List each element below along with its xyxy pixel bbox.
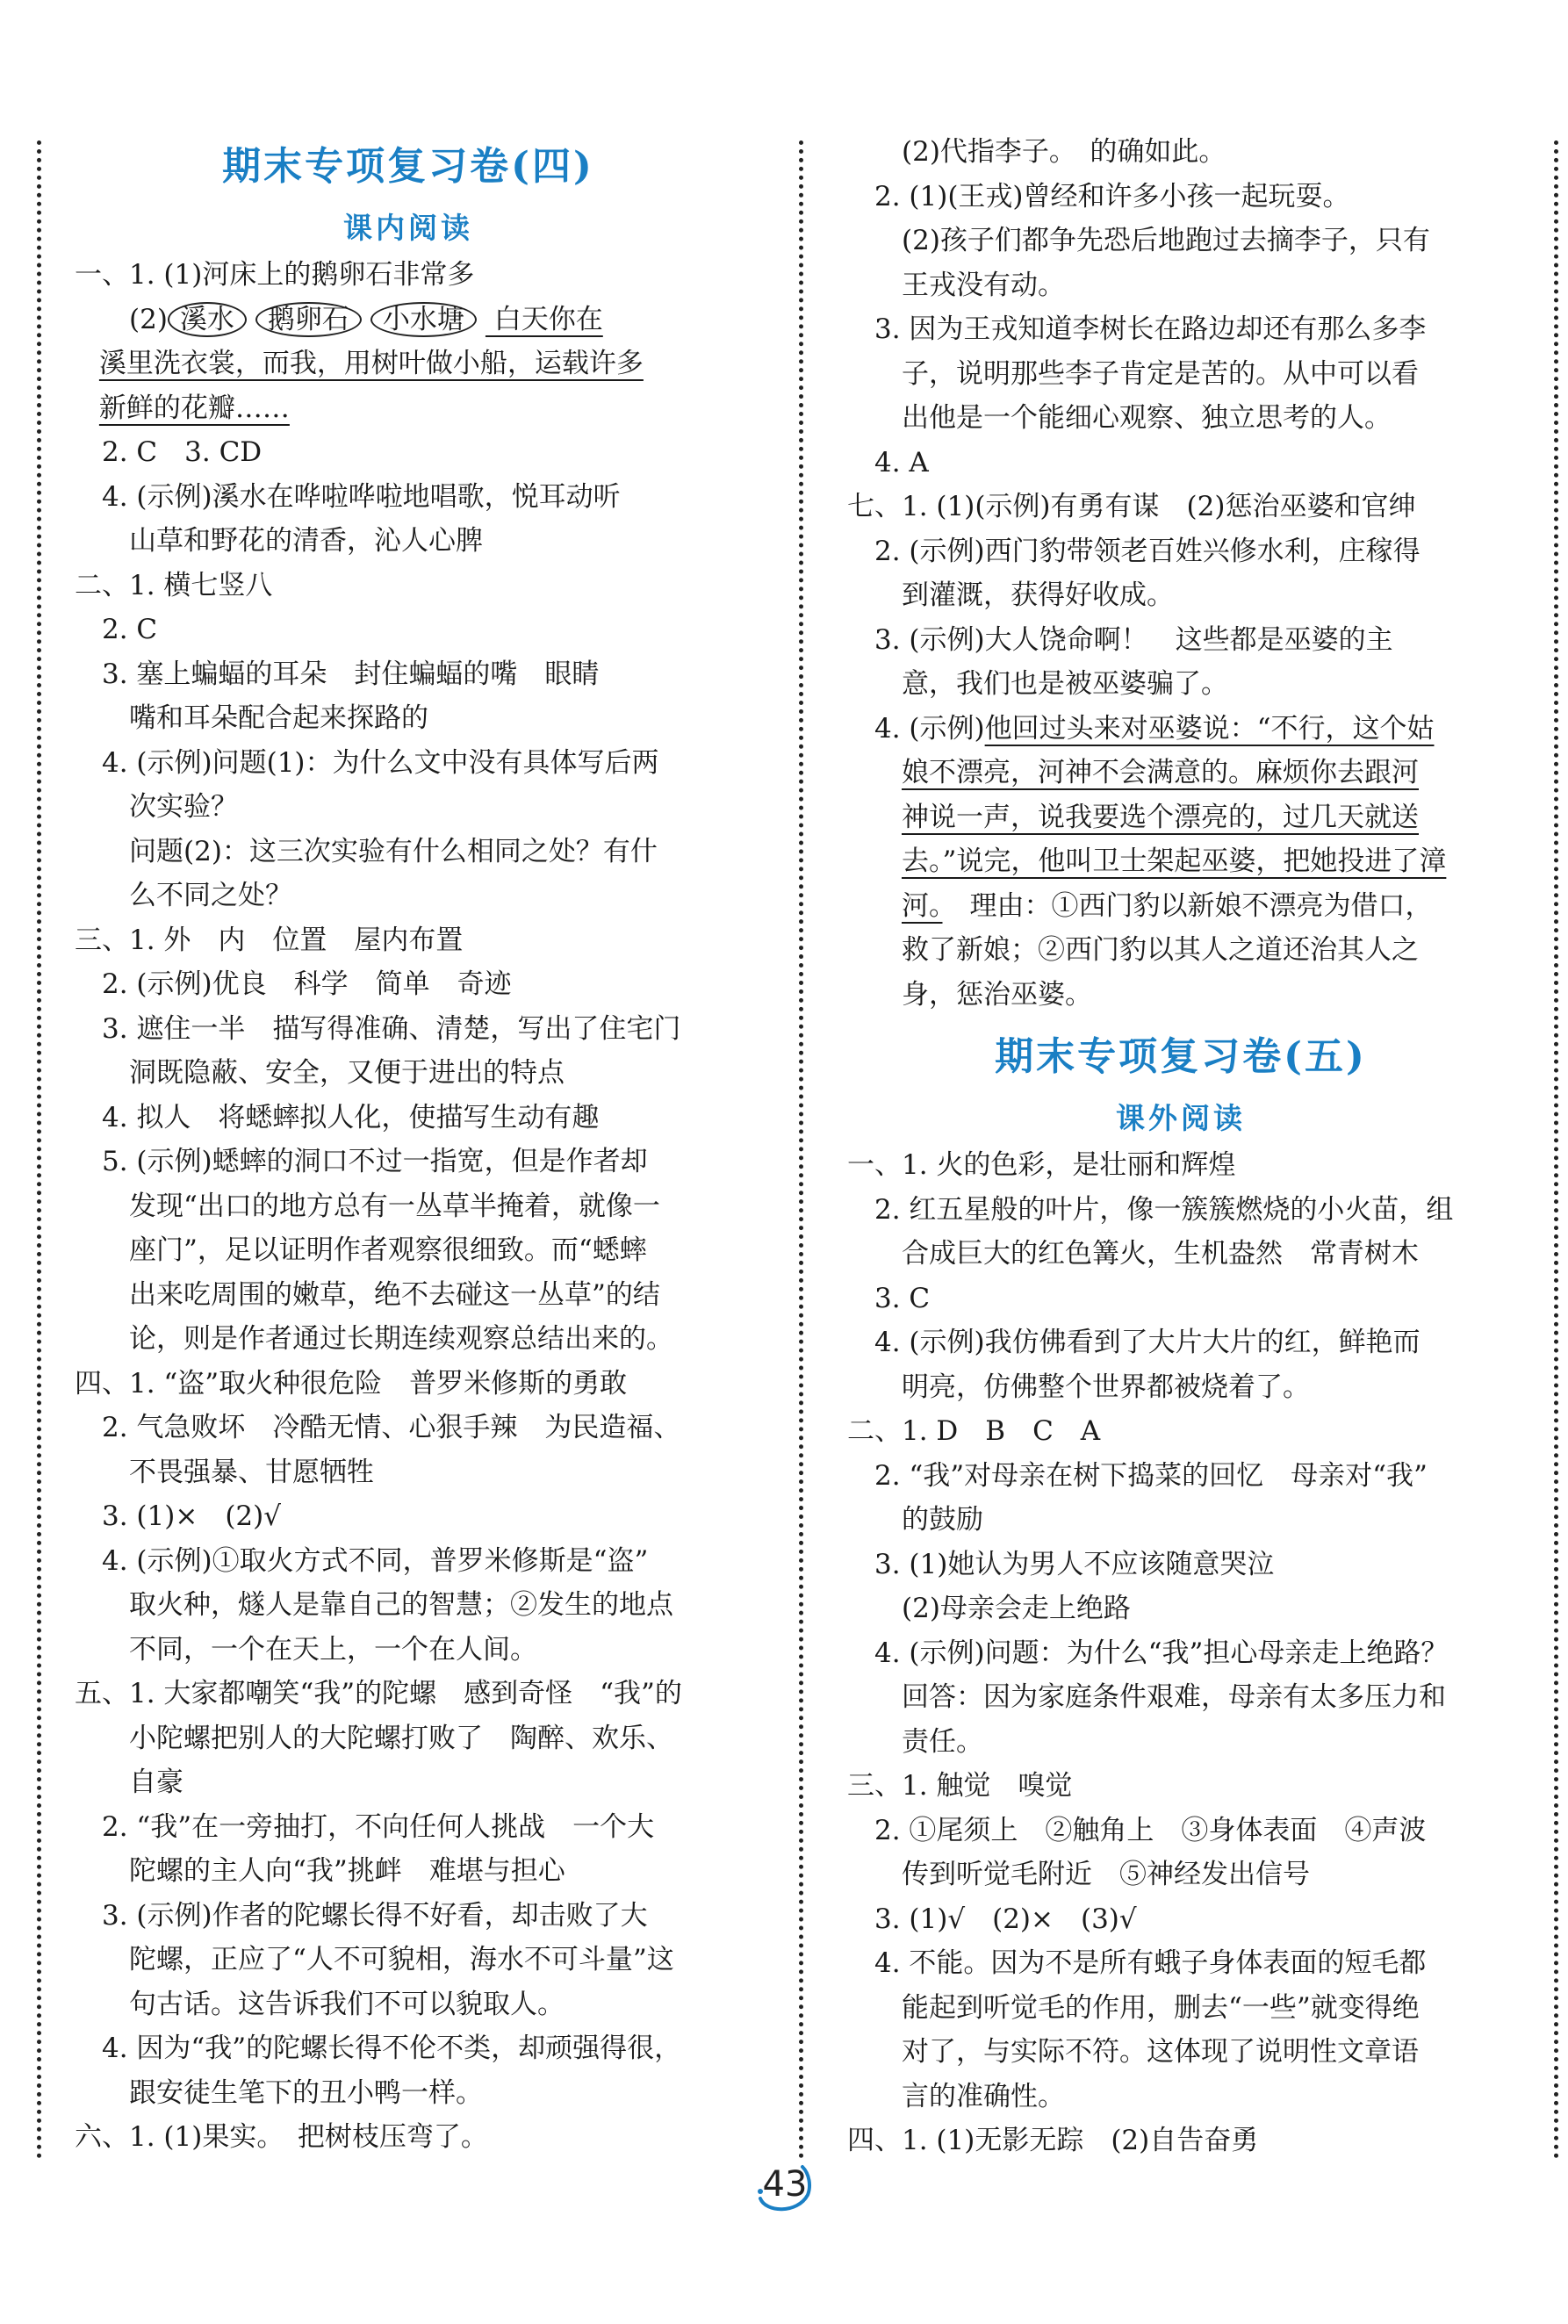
answer-line: [75, 1982, 742, 2027]
answer-text: 4. A: [874, 446, 929, 478]
answer-text: 传到听觉毛附近 ⑤神经发出信号: [902, 1859, 1310, 1890]
answer-text: 自豪: [129, 1766, 183, 1798]
answer-text: (2): [129, 303, 168, 335]
answer-text: 不同，一个在天上，一个在人间。: [129, 1633, 537, 1666]
answer-line: [75, 652, 742, 697]
answer-text: 3. 因为王戎知道李树长在路边却还有那么多李: [874, 313, 1427, 345]
answer-line: [75, 1894, 742, 1939]
answer-text: 4. (示例)溪水在哗啦哗啦地唱歌，悦耳动听: [102, 480, 621, 513]
underlined-text: 河。: [902, 889, 943, 922]
answer-list-left: [75, 253, 742, 2160]
answer-line: [75, 1494, 742, 1539]
answer-text: 能起到听觉毛的作用，删去“一些”就变得绝: [902, 1991, 1420, 2024]
answer-line: [75, 741, 742, 786]
answer-line: [847, 618, 1514, 663]
answer-text: 小陀螺把别人的大陀螺打败了 陶醉、欢乐、: [129, 1722, 673, 1754]
right-column: [847, 130, 1514, 2163]
answer-text: 山草和野花的清香，沁人心脾: [129, 525, 483, 557]
answer-line: [847, 973, 1514, 1018]
page-number: 43: [762, 2164, 808, 2205]
answer-text: 四、1. (1)无影无踪 (2)自告奋勇: [847, 2125, 1259, 2156]
answer-text: 五、1. 大家都嘲笑“我”的陀螺 感到奇怪 “我”的: [75, 1678, 682, 1709]
answer-line: [847, 928, 1514, 973]
answer-line: [847, 441, 1514, 486]
answer-line: [75, 253, 742, 298]
answer-line: [75, 1096, 742, 1140]
answer-line: [75, 2026, 742, 2071]
answer-text: 二、1. D B C A: [847, 1415, 1101, 1447]
answer-line: [847, 130, 1514, 175]
answer-line: [847, 1809, 1514, 1853]
answer-line: [847, 1365, 1514, 1410]
answer-text: 理由：①西门豹以新娘不漂亮为借口，: [942, 889, 1433, 922]
answer-text: 4. (示例)我仿佛看到了大片大片的红，鲜艳而: [874, 1327, 1421, 1358]
answer-line: [75, 696, 742, 741]
answer-line: [847, 1941, 1514, 1986]
answer-text: 4. (示例)问题：为什么“我”担心母亲走上绝路？: [874, 1637, 1449, 1669]
answer-text: 么不同之处？: [129, 880, 292, 911]
answer-text: 一、1. (1)河床上的鹅卵石非常多: [75, 259, 475, 291]
section-title-5: 期末专项复习卷(五): [995, 1034, 1367, 1079]
section-subtitle-extracurricular-reading: 课外阅读: [1116, 1101, 1246, 1135]
answer-text: (2)孩子们都争先恐后地跑过去摘李子，只有: [902, 225, 1430, 256]
answer-line: [75, 1539, 742, 1584]
answer-text: 明亮，仿佛整个世界都被烧着了。: [902, 1371, 1310, 1403]
answer-line: [75, 564, 742, 608]
answer-text: 句古话。这告诉我们不可以貌取人。: [129, 1988, 565, 2020]
answer-line: [847, 884, 1514, 929]
answer-line: [75, 962, 742, 1007]
answer-line: [75, 1849, 742, 1894]
answer-line: [75, 1228, 742, 1273]
answer-text: 4. (示例)问题(1)：为什么文中没有具体写后两: [102, 746, 659, 779]
answer-line: [75, 1362, 742, 1407]
answer-line: [75, 1805, 742, 1850]
answer-text: 座门”，足以证明作者观察很细致。而“蟋蟀: [129, 1234, 647, 1266]
answer-line: [75, 1716, 742, 1761]
answer-text: 对了，与实际不符。这体现了说明性文章语: [902, 2036, 1419, 2068]
answer-list-right-bottom: [847, 1143, 1514, 2163]
page-number-badge: [753, 2153, 816, 2216]
answer-text: 合成巨大的红色篝火，生机盎然 常青树木: [902, 1238, 1419, 1270]
answer-line: [847, 662, 1514, 707]
answer-line: [75, 785, 742, 830]
answer-line: [847, 219, 1514, 263]
answer-line: [847, 1188, 1514, 1233]
underlined-text: 他回过头来对巫婆说：“不行，这个姑: [984, 712, 1435, 745]
circled-answer: 小水塘: [370, 302, 477, 337]
answer-line: [847, 1587, 1514, 1631]
answer-text: 3. (示例)大人饶命啊！ 这些都是巫婆的主: [874, 623, 1393, 656]
answer-text: 3. (1)√ (2)× (3)√: [874, 1903, 1137, 1935]
underlined-text: 新鲜的花瓣……: [98, 392, 290, 424]
answer-line: [75, 1317, 742, 1362]
answer-line: [847, 2075, 1514, 2119]
answer-list-right-top: [847, 130, 1514, 1017]
answer-line: [75, 2071, 742, 2116]
answer-text: 5. (示例)蟋蟀的洞口不过一指宽，但是作者却: [102, 1146, 648, 1177]
answer-line: [75, 519, 742, 564]
answer-text: 陀螺的主人向“我”挑衅 难堪与担心: [129, 1855, 565, 1887]
answer-line: [847, 396, 1514, 441]
answer-line: [847, 175, 1514, 219]
answer-text: 4. 拟人 将蟋蟀拟人化，使描写生动有趣: [102, 1101, 600, 1133]
answer-text: (2)母亲会走上绝路: [902, 1593, 1131, 1624]
answer-text: 2. “我”对母亲在树下捣菜的回忆 母亲对“我”: [874, 1459, 1428, 1492]
answer-text: 身，惩治巫婆。: [902, 978, 1092, 1011]
answer-line: [847, 1986, 1514, 2031]
answer-line: [847, 707, 1514, 752]
answer-line: [75, 1273, 742, 1318]
answer-text: 不畏强暴、甘愿牺牲: [129, 1456, 374, 1488]
answer-text: 3. (1)× (2)√: [102, 1500, 281, 1532]
answer-text: 4. 因为“我”的陀螺长得不伦不类，却顽强得很，: [102, 2033, 682, 2064]
answer-text: 发现“出口的地方总有一丛草半掩着，就像一: [129, 1190, 660, 1222]
answer-text: 2. ①尾须上 ②触角上 ③身体表面 ④声波: [874, 1814, 1427, 1846]
answer-text: 3. 塞上蝙蝠的耳朵 封住蝙蝠的嘴 眼睛: [102, 658, 600, 690]
answer-line: [847, 529, 1514, 574]
answer-line: [75, 2115, 742, 2160]
answer-text: 问题(2)：这三次实验有什么相同之处？有什: [129, 835, 658, 867]
answer-line: [847, 1143, 1514, 1188]
answer-line: [75, 1938, 742, 1982]
answer-text: 取火种，燧人是靠自己的智慧；②发生的地点: [129, 1589, 673, 1621]
answer-line: [847, 485, 1514, 529]
answer-line: [75, 608, 742, 652]
answer-line: [847, 1897, 1514, 1942]
answer-line: [847, 1720, 1514, 1765]
answer-line: [75, 830, 742, 874]
answer-text: 3. (示例)作者的陀螺长得不好看，却击败了大: [102, 1899, 648, 1932]
underlined-text: 白天你在: [485, 303, 603, 335]
answer-text: 2. (示例)西门豹带领老百姓兴修水利，庄稼得: [874, 535, 1421, 567]
answer-line: [847, 1498, 1514, 1543]
answer-line: [847, 263, 1514, 308]
answer-line: [847, 1232, 1514, 1277]
left-column: [75, 132, 742, 2160]
answer-line: [847, 1675, 1514, 1720]
answer-line: [75, 1760, 742, 1805]
answer-text: 3. C: [874, 1282, 931, 1314]
answer-text: 的鼓励: [902, 1504, 983, 1536]
answer-line: [75, 1450, 742, 1495]
answer-text: 回答：因为家庭条件艰难，母亲有太多压力和: [902, 1681, 1446, 1713]
answer-text: 到灌溉，获得好收成。: [902, 579, 1174, 611]
answer-line: [847, 352, 1514, 397]
answer-text: 出他是一个能细心观察、独立思考的人。: [902, 402, 1392, 434]
answer-text: 3. (1)她认为男人不应该随意哭泣: [874, 1548, 1275, 1580]
answer-line: [847, 2030, 1514, 2075]
answer-line: [847, 1409, 1514, 1454]
answer-line: [75, 386, 742, 431]
answer-text: 嘴和耳朵配合起来探路的: [129, 702, 428, 734]
answer-text: 论，则是作者通过长期连续观察总结出来的。: [129, 1323, 673, 1355]
answer-text: 王戎没有动。: [902, 269, 1065, 301]
answer-text: 四、1. “盗”取火种很危险 普罗米修斯的勇敢: [75, 1367, 628, 1399]
answer-line: [75, 874, 742, 918]
answer-line: [847, 751, 1514, 795]
answer-line: [847, 2119, 1514, 2163]
answer-text: 3. 遮住一半 描写得准确、清楚，写出了住宅门: [102, 1012, 681, 1045]
answer-line: [847, 1853, 1514, 1897]
answer-text: 次实验？: [129, 791, 238, 823]
answer-text: 意，我们也是被巫婆骗了。: [902, 668, 1228, 700]
answer-text: 4. 不能。因为不是所有蛾子身体表面的短毛都: [874, 1947, 1427, 1979]
answer-line: [75, 342, 742, 386]
answer-line: [847, 1764, 1514, 1809]
answer-line: [75, 1628, 742, 1673]
answer-line: [75, 1051, 742, 1096]
answer-text: 六、1. (1)果实。 把树枝压弯了。: [75, 2121, 488, 2153]
answer-text: 4. (示例): [874, 712, 985, 745]
answer-line: [75, 1184, 742, 1229]
answer-line: [847, 1631, 1514, 1676]
answer-text: 2. 红五星般的叶片，像一簇簇燃烧的小火苗，组: [874, 1193, 1454, 1226]
answer-text: 2. C: [102, 614, 158, 645]
answer-text: 三、1. 触觉 嗅觉: [847, 1770, 1073, 1802]
answer-line: [847, 573, 1514, 618]
answer-text: 跟安徒生笔下的丑小鸭一样。: [129, 2076, 483, 2109]
underlined-text: 神说一声，说我要选个漂亮的，过几天就送: [902, 801, 1419, 833]
underlined-text: 去。”说完，他叫卫士架起巫婆，把她投进了漳: [902, 845, 1447, 877]
left-margin-dots: [37, 140, 41, 2160]
answer-line: [75, 298, 742, 342]
center-divider-dots: [799, 140, 803, 2160]
answer-line: [847, 839, 1514, 884]
answer-text: 4. (示例)①取火方式不同，普罗米修斯是“盗”: [102, 1544, 649, 1577]
answer-line: [75, 1406, 742, 1450]
answer-line: [847, 1543, 1514, 1587]
circled-answer: 鹅卵石: [255, 302, 362, 337]
underlined-text: 溪里洗衣裳，而我，用树叶做小船，运载许多: [98, 348, 644, 379]
answer-text: 2. 气急败坏 冷酷无情、心狠手辣 为民造福、: [102, 1412, 681, 1443]
answer-line: [847, 1320, 1514, 1365]
answer-text: 七、1. (1)(示例)有勇有谋 (2)惩治巫婆和官绅: [847, 491, 1416, 522]
answer-text: 2. C 3. CD: [102, 436, 263, 468]
answer-text: (2)代指李子。 的确如此。: [902, 136, 1226, 168]
answer-line: [75, 430, 742, 475]
answer-line: [75, 1140, 742, 1184]
answer-line: [75, 1583, 742, 1628]
answer-text: 三、1. 外 内 位置 屋内布置: [75, 924, 464, 956]
answer-line: [75, 918, 742, 963]
answer-text: 子，说明那些李子肯定是苦的。从中可以看: [902, 357, 1419, 390]
answer-text: 二、1. 横七竖八: [75, 569, 273, 601]
answer-text: 言的准确性。: [902, 2080, 1065, 2112]
answer-line: [75, 1007, 742, 1052]
answer-line: [75, 1672, 742, 1716]
answer-text: 2. (示例)优良 科学 简单 奇迹: [102, 968, 512, 1000]
answer-line: [847, 795, 1514, 840]
circled-answer: 溪水: [168, 302, 247, 337]
answer-text: 一、1. 火的色彩，是壮丽和辉煌: [847, 1149, 1236, 1181]
answer-text: 陀螺，正应了“人不可貌相，海水不可斗量”这: [129, 1944, 674, 1975]
answer-text: 2. (1)(王戎)曾经和许多小孩一起玩耍。: [874, 180, 1350, 212]
section-title-4: 期末专项复习卷(四): [222, 144, 594, 189]
underlined-text: 娘不漂亮，河神不会满意的。麻烦你去跟河: [902, 757, 1419, 788]
answer-text: 救了新娘；②西门豹以其人之道还治其人之: [902, 934, 1419, 966]
answer-text: 2. “我”在一旁抽打，不向任何人挑战 一个大: [102, 1810, 655, 1843]
answer-line: [847, 1277, 1514, 1321]
answer-text: 责任。: [902, 1725, 983, 1758]
section-subtitle-in-class-reading: 课内阅读: [343, 211, 473, 245]
answer-text: 洞既隐蔽、安全，又便于进出的特点: [129, 1057, 565, 1089]
answer-line: [847, 307, 1514, 352]
answer-line: [847, 1454, 1514, 1499]
answer-line: [75, 475, 742, 520]
right-margin-dots: [1554, 140, 1558, 2160]
answer-text: 出来吃周围的嫩草，绝不去碰这一丛草”的结: [129, 1278, 660, 1311]
